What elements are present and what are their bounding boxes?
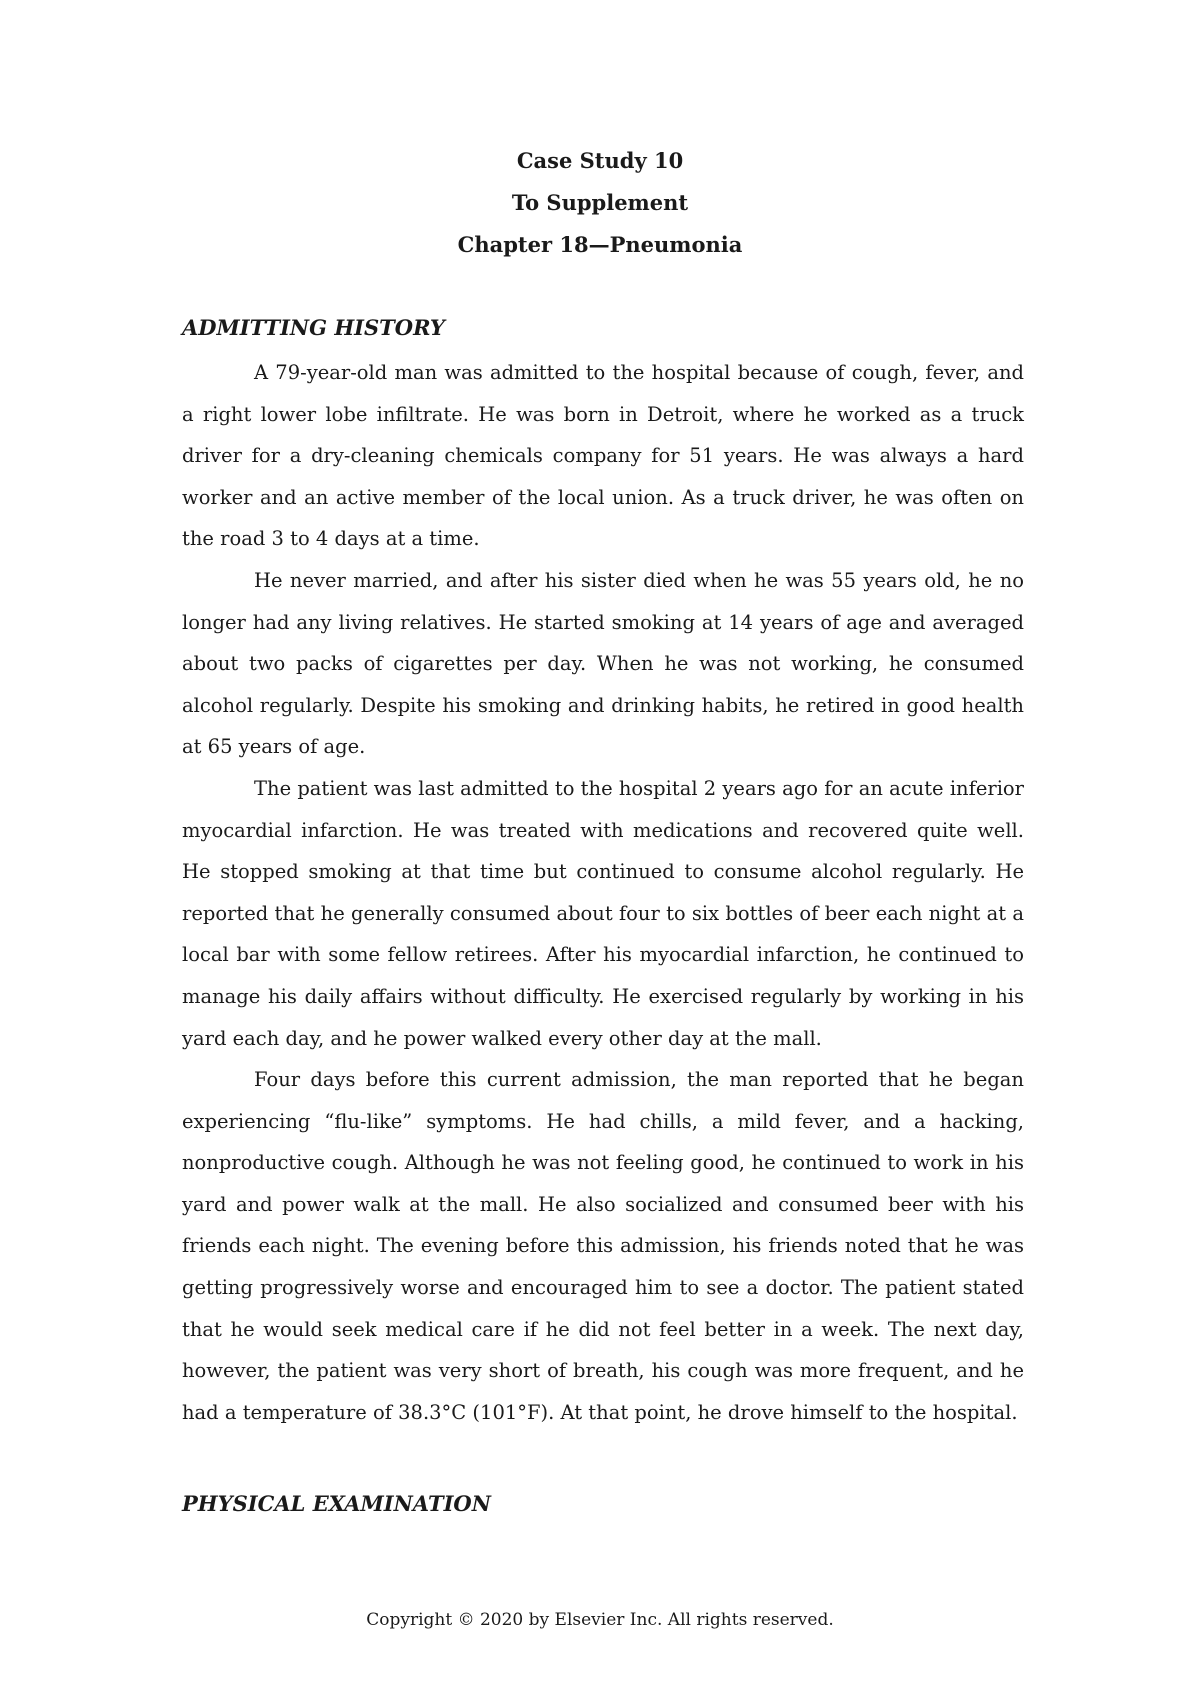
history-paragraph-1: A 79-year-old man was admitted to the hospital because of cough, fever, and a right lower lobe infiltrate. He was born in Detroit, where he worked as a truck driver for a dry-cleaning chemicals company for 51 years. He was always a hard worker and an active member of the local union. As a truck driver, he was often on the road 3 to 4 days at a time. <box>182 361 1024 551</box>
history-paragraph-2: He never married, and after his sister died when he was 55 years old, he no longer had any living relatives. He started smoking at 14 years of age and averaged about two packs of cigarettes per day. When he was not working, he consumed alcohol regularly. Despite his smoking and drinking habits, he retired in good health at 65 years of age. <box>182 568 1024 759</box>
admitting-history-body <box>182 352 1024 1433</box>
copyright-footer: Copyright © 2020 by Elsevier Inc. All rights reserved. <box>366 1610 834 1630</box>
supplement-subtitle: To Supplement <box>511 190 689 215</box>
history-paragraph-3: The patient was last admitted to the hospital 2 years ago for an acute inferior myocardial infarction. He was treated with medications and recovered quite well. He stopped smoking at that time but continued to consume alcohol regularly. He reported that he generally consumed about four to six bottles of beer each night at a local bar with some fellow retirees. After his myocardial infarction, he continued to manage his daily affairs without difficulty. He exercised regularly by working in his yard each day, and he power walked every other day at the mall. <box>182 776 1024 1050</box>
physical-examination-heading: PHYSICAL EXAMINATION <box>182 1491 491 1516</box>
chapter-title: Chapter 18—Pneumonia <box>457 232 743 257</box>
admitting-history-heading: ADMITTING HISTORY <box>182 315 445 340</box>
title-block <box>0 140 1200 266</box>
case-study-title: Case Study 10 <box>516 148 684 173</box>
history-paragraph-4: Four days before this current admission, the man reported that he began experiencing “flu-like” symptoms. He had chills, a mild fever, and a hacking, nonproductive cough. Although he was not feeling good, he continued to work in his yard and power walk at the mall. He also socialized and consumed beer with his friends each night. The evening before this admission, his friends noted that he was getting progressively worse and encouraged him to see a doctor. The patient stated that he would seek medical care if he did not feel better in a week. The next day, however, the patient was very short of breath, his cough was more frequent, and he had a temperature of 38.3°C (101°F). At that point, he drove himself to the hospital. <box>182 1068 1024 1424</box>
